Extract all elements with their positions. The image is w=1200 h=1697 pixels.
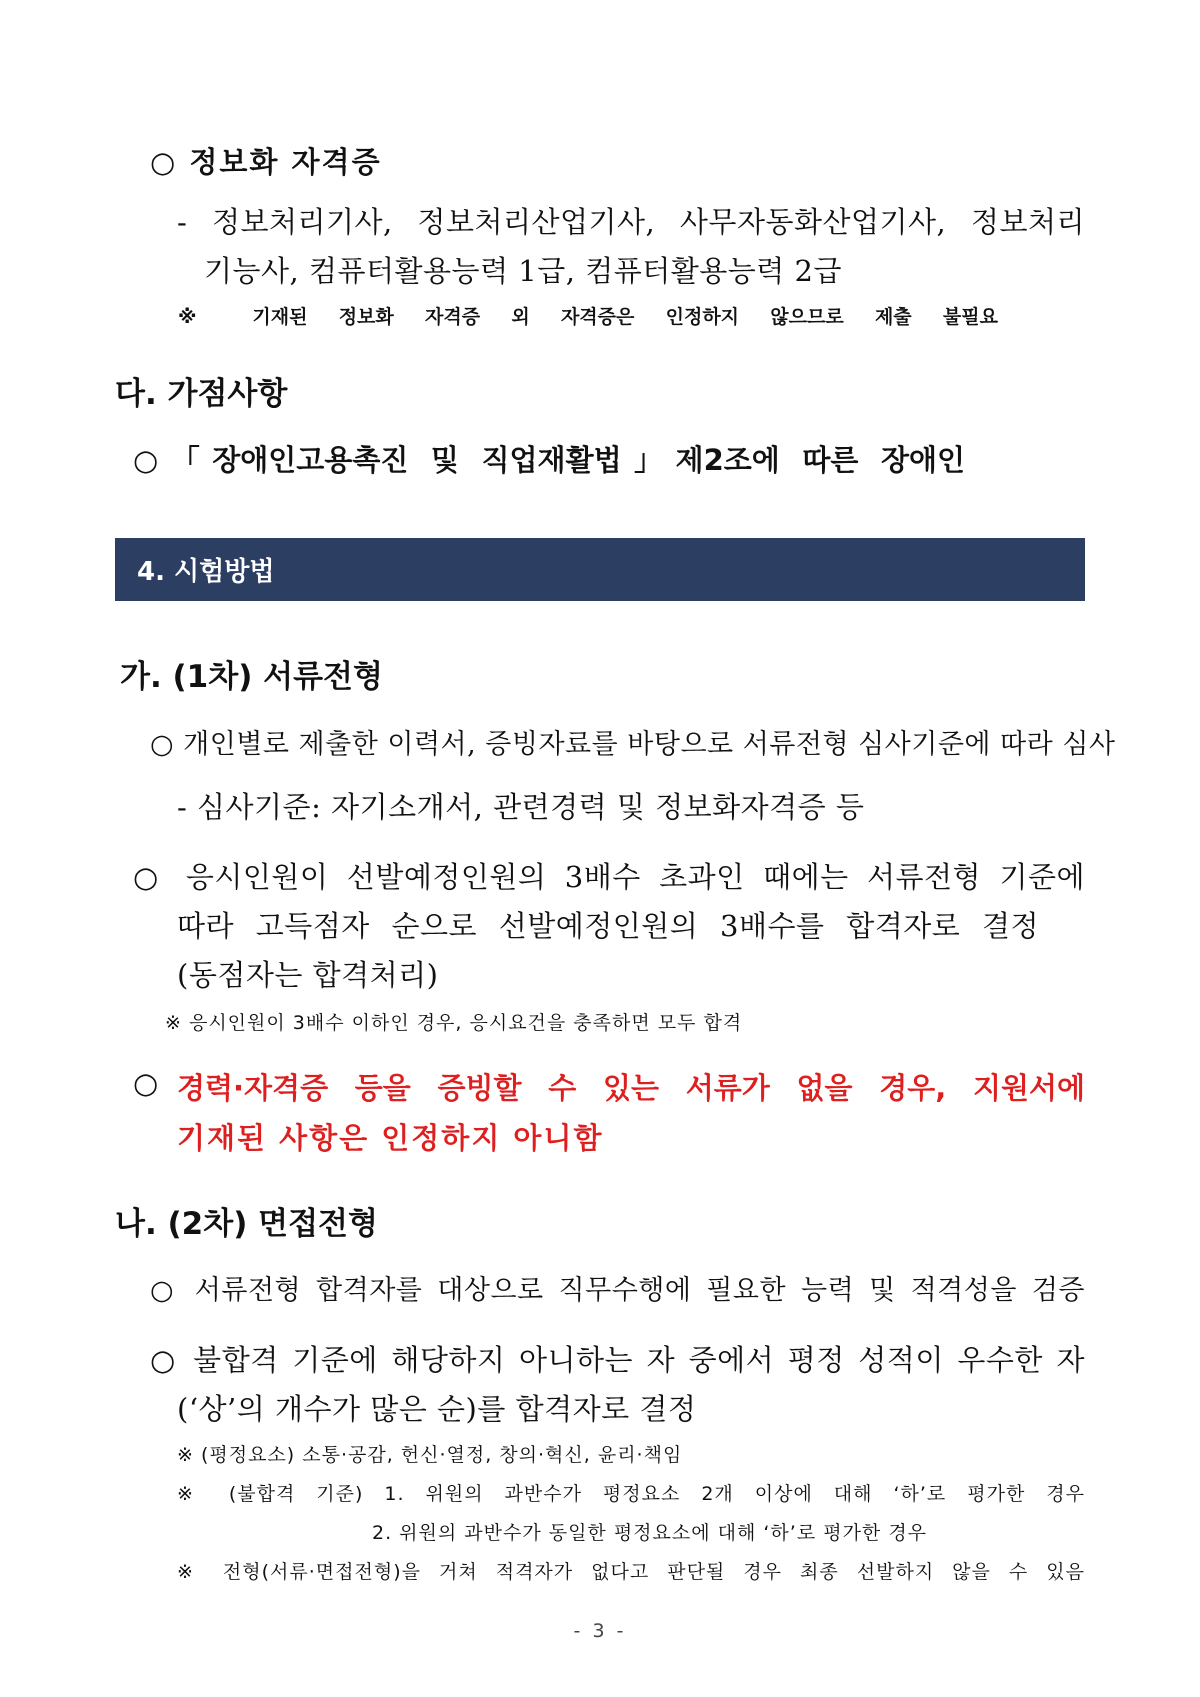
bonus-item: ○「장애인고용촉진 및 직업재활법」제2조에 따른 장애인	[133, 443, 965, 477]
page-number: - 3 -	[573, 1620, 627, 1642]
second-round-item1: ○ 서류전형 합격자를 대상으로 직무수행에 필요한 능력 및 적격성을 검증	[150, 1275, 1085, 1306]
warning-bullet: ○	[133, 1066, 159, 1100]
info-cert-list-line1: - 정보처리기사, 정보처리산업기사, 사무자동화산업기사, 정보처리	[177, 205, 1085, 239]
first-round-item1: ○ 개인별로 제출한 이력서, 증빙자료를 바탕으로 서류전형 심사기준에 따라 심사	[150, 729, 1116, 760]
first-round-item2-line2: 따라 고득점자 순으로 선발예정인원의 3배수를 합격자로 결정	[177, 909, 1039, 943]
section-bar	[115, 538, 1085, 601]
info-cert-title: ○ 정보화 자격증	[150, 145, 382, 179]
section-bar-title: 4. 시험방법	[137, 557, 275, 587]
first-round-item2-line3: (동점자는 합격처리)	[177, 958, 439, 992]
info-cert-list-line2: 기능사, 컴퓨터활용능력 1급, 컴퓨터활용능력 2급	[204, 254, 842, 288]
bonus-heading: 다. 가점사항	[115, 376, 288, 412]
first-round-item1-sub: - 심사기준: 자기소개서, 관련경력 및 정보화자격증 등	[177, 790, 865, 824]
second-round-note3: ※ 전형(서류·면접전형)을 거쳐 적격자가 없다고 판단될 경우 최종 선발하지 않을 수 있음	[177, 1561, 1085, 1583]
info-cert-note: ※ 기재된 정보화 자격증 외 자격증은 인정하지 않으므로 제출 불필요	[178, 306, 998, 328]
warning-line1: 경력·자격증 등을 증빙할 수 있는 서류가 없을 경우, 지원서에	[177, 1071, 1085, 1105]
second-round-item2-line2: (‘상’의 개수가 많은 순)를 합격자로 결정	[177, 1392, 697, 1426]
first-round-item2-line1: ○ 응시인원이 선발예정인원의 3배수 초과인 때에는 서류전형 기준에	[133, 860, 1085, 894]
first-round-heading: 가. (1차) 서류전형	[120, 659, 383, 695]
second-round-heading: 나. (2차) 면접전형	[115, 1206, 378, 1242]
second-round-note2-line2: 2. 위원의 과반수가 동일한 평정요소에 대해 ‘하’로 평가한 경우	[372, 1522, 928, 1544]
second-round-note2-line1: ※ (불합격 기준) 1. 위원의 과반수가 평정요소 2개 이상에 대해 ‘하’로 평가한 경우	[177, 1483, 1085, 1505]
warning-line2: 기재된 사항은 인정하지 아니함	[177, 1121, 604, 1155]
second-round-note1: ※ (평정요소) 소통·공감, 헌신·열정, 창의·혁신, 윤리·책임	[177, 1444, 683, 1466]
second-round-item2-line1: ○ 불합격 기준에 해당하지 아니하는 자 중에서 평정 성적이 우수한 자	[150, 1343, 1085, 1377]
first-round-item2-note: ※ 응시인원이 3배수 이하인 경우, 응시요건을 충족하면 모두 합격	[165, 1012, 743, 1034]
